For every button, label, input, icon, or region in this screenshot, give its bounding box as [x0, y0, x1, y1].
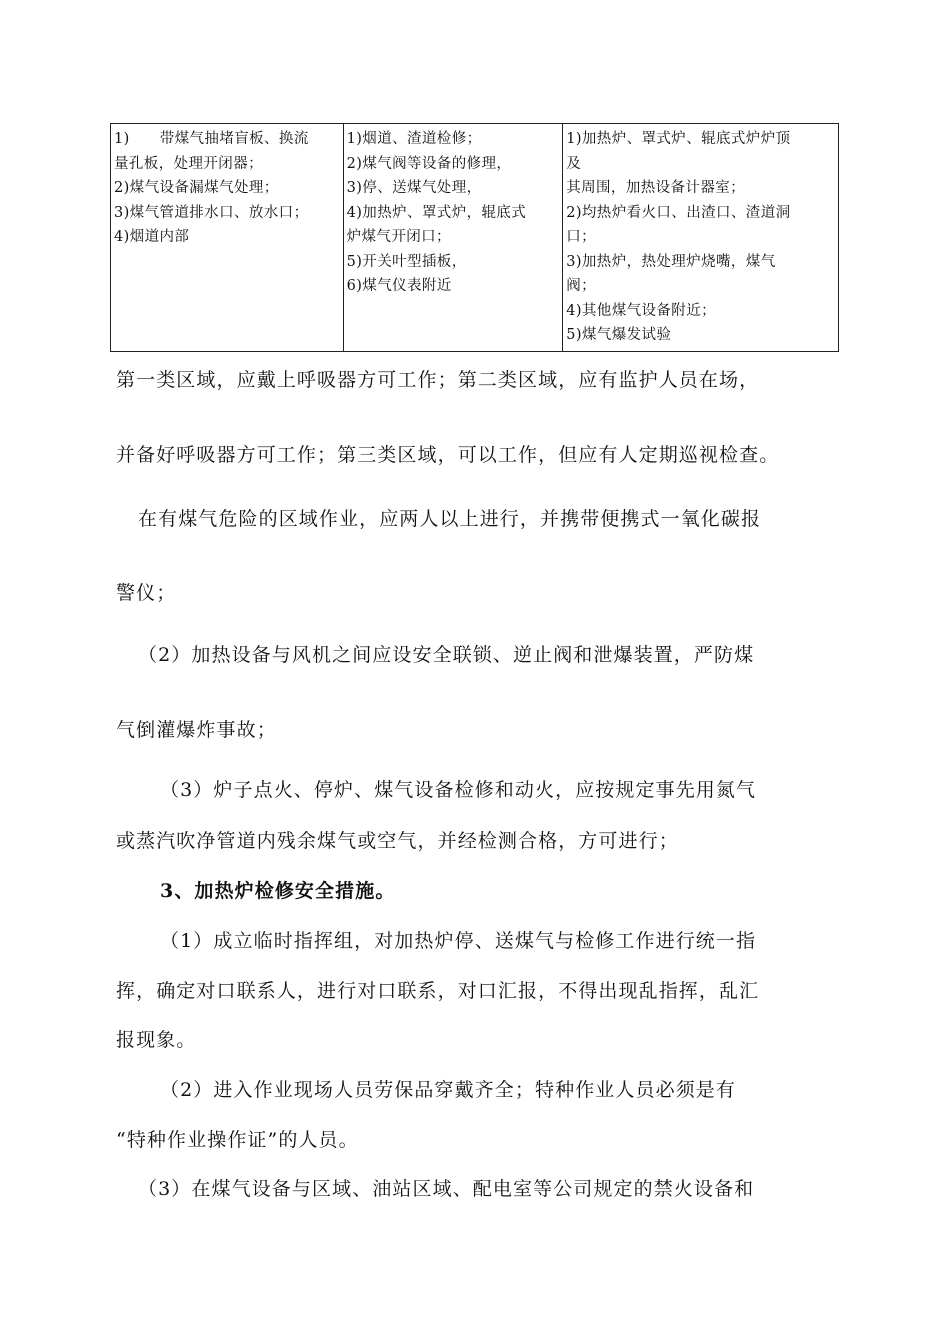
body-paragraph-line: （2）进入作业现场人员劳保品穿戴齐全；特种作业人员必须是有: [160, 1079, 736, 1101]
body-paragraph-line: 报现象。: [116, 1029, 197, 1051]
cell-line: 3)停、送煤气处理，: [346, 180, 482, 196]
cell-line: 4)烟道内部: [114, 229, 190, 245]
cell-line: 1) 带煤气抽堵盲板、换流: [114, 131, 309, 147]
cell-line: 1)加热炉、罩式炉、辊底式炉炉顶: [566, 131, 791, 147]
cell-line: 及: [566, 155, 582, 172]
body-paragraph-line: 警仪；: [116, 582, 177, 604]
cell-line: 炉煤气开闭口；: [346, 229, 451, 245]
cell-line: 其周围，加热设备计器室；: [566, 180, 746, 196]
body-paragraph-line: 并备好呼吸器方可工作；第三类区域，可以工作，但应有人定期巡视检查。: [116, 444, 780, 466]
body-paragraph-line: 挥，确定对口联系人，进行对口联系，对口汇报，不得出现乱指挥，乱汇: [116, 980, 760, 1002]
section-heading: 3、加热炉检修安全措施。: [160, 880, 396, 902]
cell-line: 1)烟道、渣道检修；: [346, 131, 482, 147]
body-paragraph-line: （2）加热设备与风机之间应设安全联锁、逆止阀和泄爆装置，严防煤: [138, 644, 755, 666]
cell-line: 5)开关叶型插板，: [346, 253, 467, 270]
cell-line: 2)煤气设备漏煤气处理；: [114, 180, 279, 196]
cell-line: 阀；: [566, 278, 597, 294]
cell-line: 5)煤气爆发试验: [566, 327, 672, 343]
body-paragraph-line: 气倒灌爆炸事故；: [116, 719, 277, 741]
body-paragraph-line: 在有煤气危险的区域作业，应两人以上进行，并携带便携式一氧化碳报: [138, 508, 762, 530]
body-paragraph-line: 或蒸汽吹净管道内残余煤气或空气，并经检测合格，方可进行；: [116, 830, 679, 852]
cell-line: 口；: [566, 229, 597, 245]
cell-line: 3)加热炉，热处理炉烧嘴，煤气: [566, 253, 776, 270]
hazard-zone-table: [110, 123, 839, 352]
zone-class-3-cell: [563, 124, 839, 352]
cell-line: 量孔板，处理开闭器；: [114, 155, 263, 172]
cell-line: 4)加热炉、罩式炉，辊底式: [346, 204, 527, 221]
body-paragraph-line: “特种作业操作证”的人员。: [116, 1129, 359, 1151]
table-row: [111, 124, 839, 352]
cell-line: 2)均热炉看火口、出渣口、渣道洞: [566, 204, 791, 221]
cell-line: 4)其他煤气设备附近；: [566, 302, 717, 319]
zone-class-2-cell: [343, 124, 563, 352]
body-paragraph-line: （3）在煤气设备与区域、油站区域、配电室等公司规定的禁火设备和: [138, 1178, 755, 1200]
body-paragraph-line: （3）炉子点火、停炉、煤气设备检修和动火，应按规定事先用氮气: [160, 779, 757, 801]
body-paragraph-line: 第一类区域，应戴上呼吸器方可工作；第二类区域，应有监护人员在场，: [116, 369, 760, 391]
body-paragraph-line: （1）成立临时指挥组，对加热炉停、送煤气与检修工作进行统一指: [160, 930, 757, 952]
cell-line: 6)煤气仪表附近: [346, 278, 452, 294]
zone-class-1-cell: [111, 124, 344, 352]
cell-line: 2)煤气阀等设备的修理，: [346, 155, 512, 172]
cell-line: 3)煤气管道排水口、放水口；: [114, 204, 309, 221]
